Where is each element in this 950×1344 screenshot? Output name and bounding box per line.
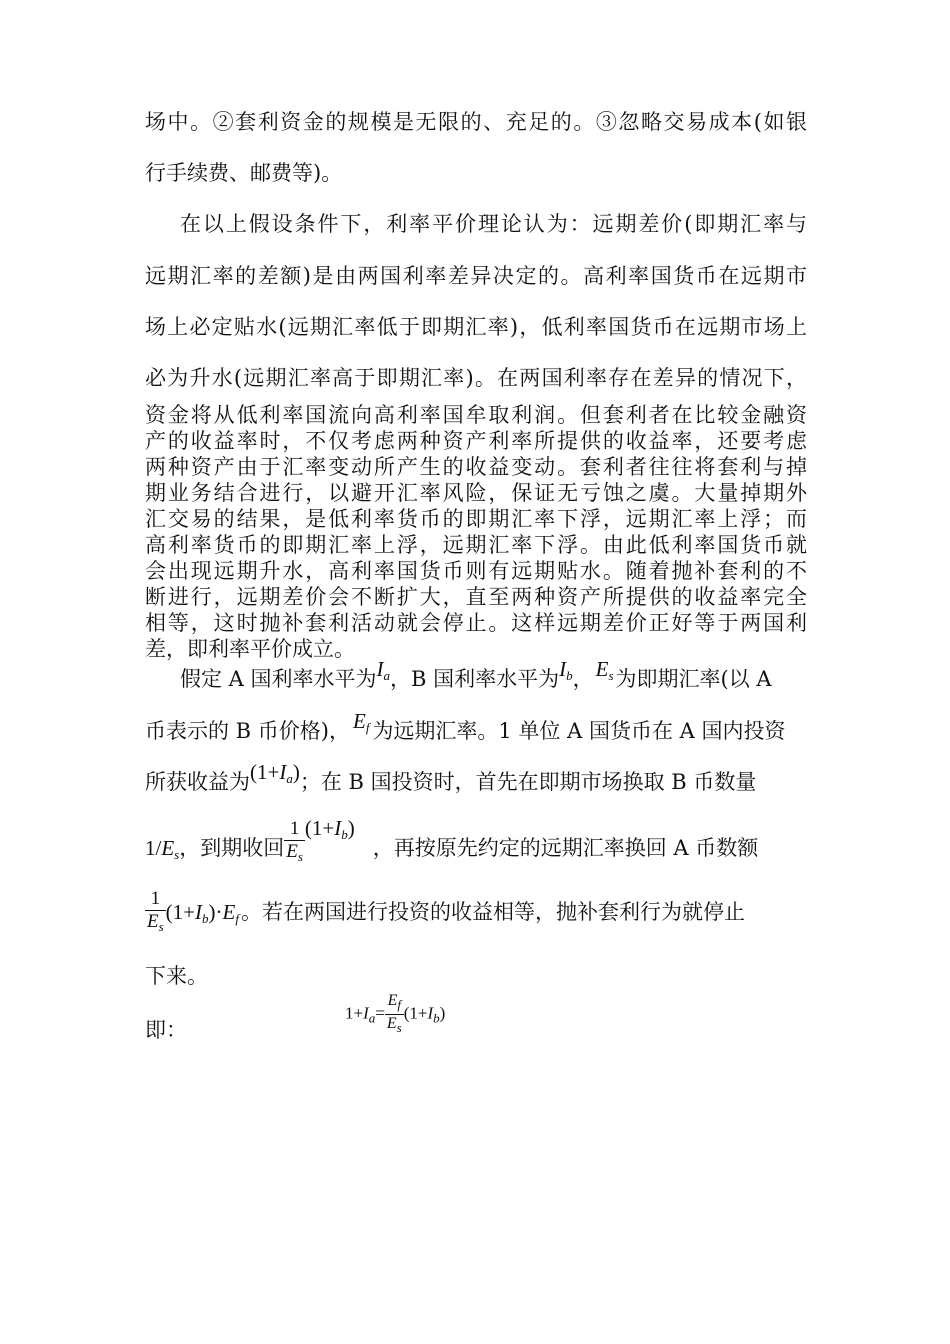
math-fraction-Ef-over-Es: $\frac{E_f}{E_s}$ xyxy=(386,992,402,1035)
text-line: 断进行，远期差价会不断扩大，直至两种资产所提供的收益率完全 xyxy=(145,585,807,609)
interest-parity-equation: $1+I_a=$ $\frac{E_f}{E_s}$ $(1+I_b)$ xyxy=(345,992,446,1035)
text-line-with-math: 假定 A 国利率水平为$I_a$，B 国利率水平为$I_b$，$E_s$为即期汇率(以 A xyxy=(180,657,772,691)
text-line: 高利率货币的即期汇率上浮，远期汇率下浮。由此低利率国货币就 xyxy=(145,533,807,557)
math-one-plus-Ib-times-Ef: $(1+I_b)\cdot E_f$ xyxy=(165,899,239,926)
text-line-with-math: 币表示的 B 币价格)， $E_f$ 为远期汇率。1 单位 A 国货币在 A 国内投资 xyxy=(145,709,786,743)
text-line: 差，即利率平价成立。 xyxy=(145,637,355,661)
math-one-over-Es: $1/E_s$ xyxy=(145,835,180,862)
text-line: 相等，这时抛补套利活动就会停止。这样远期差价正好等于两国利 xyxy=(145,611,807,635)
text-line: 下来。 xyxy=(145,964,208,988)
math-E-f: $E_f$ xyxy=(352,709,370,735)
text-line: 会出现远期升水，高利率国货币则有远期贴水。随着抛补套利的不 xyxy=(145,559,807,583)
math-E-s: $E_s$ xyxy=(595,657,614,683)
text-line: 必为升水(远期汇率高于即期汇率)。在两国利率存在差异的情况下， xyxy=(145,366,807,390)
text-line: 资金将从低利率国流向高利率国牟取利润。但套利者在比较金融资 xyxy=(145,403,807,427)
math-I-a: $I_a$ xyxy=(376,657,391,683)
math-I-b: $I_b$ xyxy=(559,657,573,683)
text-line: 期业务结合进行，以避开汇率风险，保证无亏蚀之虞。大量掉期外 xyxy=(145,481,807,505)
text-line-with-math: 所获收益为$(1+I_a)$；在 B 国投资时，首先在即期市场换取 B 币数量 xyxy=(145,760,757,794)
text-line: 两种资产由于汇率变动所产生的收益变动。套利者往往将套利与掉 xyxy=(145,455,807,479)
math-fraction-1-over-Es: $\frac{1}{E_s}$ xyxy=(147,888,164,934)
text-line-with-math: $\frac{1}{E_s}$ $(1+I_b)\cdot E_f$。若在两国进行投资的收益相等，抛补套利行为就停止 xyxy=(145,888,745,938)
text-line: 场中。②套利资金的规模是无限的、充足的。③忽略交易成本(如银 xyxy=(145,110,807,134)
text-line-with-math: $1/E_s$，到期收回 $\frac{1}{E_s}$ $(1+I_b)$，再按原先约定的远期汇率换回 A 币数额 xyxy=(145,818,758,868)
text-line: 即： xyxy=(145,1018,187,1042)
text-line: 产的收益率时，不仅考虑两种资产利率所提供的收益率，还要考虑 xyxy=(145,429,807,453)
text-line: 在以上假设条件下，利率平价理论认为：远期差价(即期汇率与 xyxy=(180,212,807,236)
text-line: 场上必定贴水(远期汇率低于即期汇率)，低利率国货币在远期市场上 xyxy=(145,315,807,339)
math-fraction-1-over-Es: $\frac{1}{E_s}$ xyxy=(286,818,303,864)
text-line: 汇交易的结果，是低利率货币的即期汇率下浮，远期汇率上浮；而 xyxy=(145,507,807,531)
text-line: 远期汇率的差额)是由两国利率差异决定的。高利率国货币在远期市 xyxy=(145,264,807,288)
math-one-plus-Ia: $(1+I_a)$ xyxy=(250,760,300,786)
text-line: 行手续费、邮费等)。 xyxy=(145,161,343,185)
math-one-plus-Ib: $(1+I_b)$ xyxy=(304,815,355,842)
